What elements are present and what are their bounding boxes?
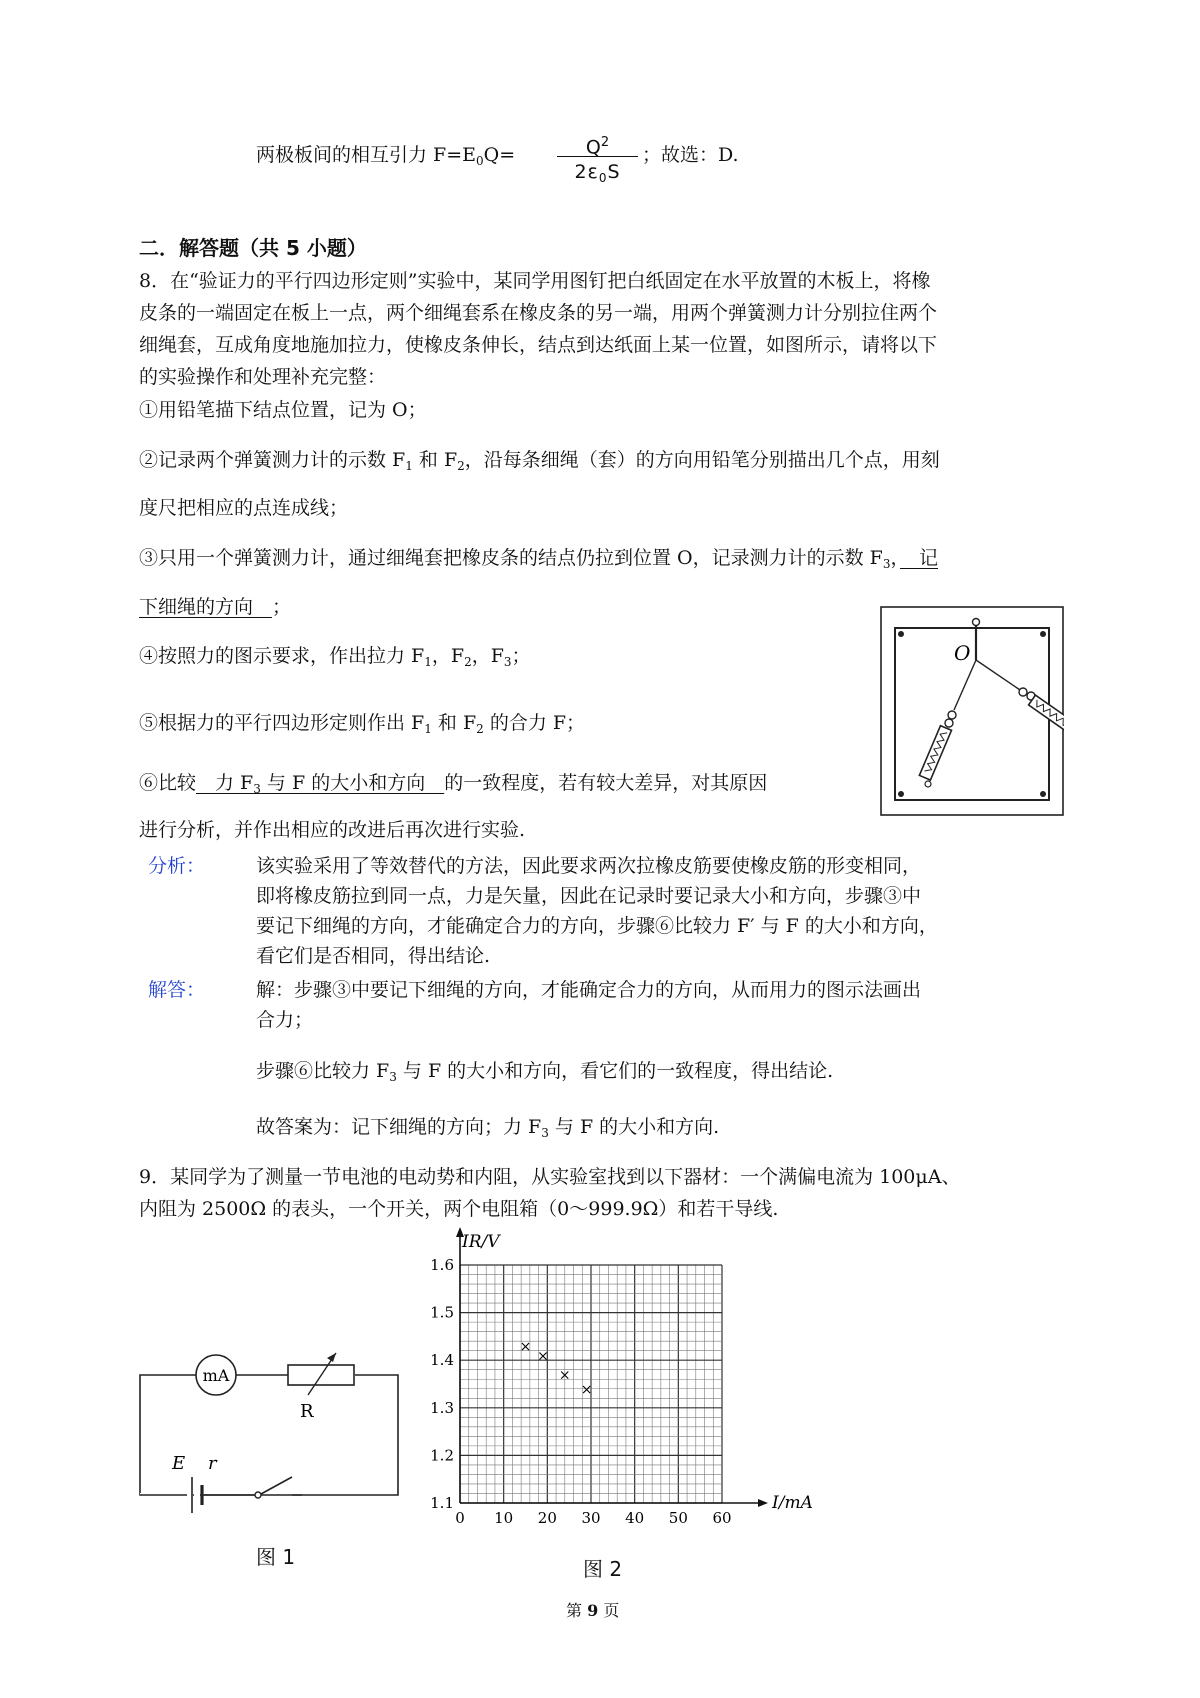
data-point: × — [580, 1381, 593, 1398]
paper-inner — [895, 628, 1049, 800]
page-footer: 第 9 页 — [566, 1601, 620, 1620]
ir-i-chart — [420, 1225, 820, 1545]
x-tick-label: 10 — [494, 1509, 514, 1527]
formula-suffix: ；故选：D. — [642, 144, 739, 166]
x-tick-label: 50 — [668, 1509, 688, 1527]
knot-label: O — [954, 641, 971, 665]
analysis-line: 该实验采用了等效替代的方法，因此要求两次拉橡皮筋要使橡皮筋的形变相同， — [256, 855, 922, 877]
ammeter-label: mA — [202, 1366, 230, 1385]
y-axis-label: IR/V — [462, 1232, 500, 1252]
q8-step3: ③只用一个弹簧测力计，通过细绳套把橡皮条的结点仍拉到位置 O，记录测力计的示数 $F_3$， 记 — [139, 547, 939, 571]
x-tick-label: 20 — [537, 1509, 557, 1527]
formula-line: 两极板间的相互引力 $F=E_0Q=$ — [256, 144, 516, 168]
circuit-diagram — [130, 1345, 410, 1525]
data-point: × — [537, 1348, 549, 1365]
data-point: × — [519, 1338, 532, 1355]
q8-step6: ⑥比较 力 $F_3$ 与 F 的大小和方向 的一致程度，若有较大差异，对其原因 — [139, 772, 768, 796]
q8-intro-line: 8．在“验证力的平行四边形定则”实验中，某同学用图钉把白纸固定在水平放置的木板上，将橡 — [139, 270, 931, 292]
answer-line: 合力； — [256, 1009, 314, 1031]
answer-blank: 力 $F_3$ 与 F 的大小和方向 — [196, 772, 445, 796]
section-heading: 二．解答题（共 5 小题） — [139, 236, 367, 260]
x-axis-arrow-icon — [758, 1499, 768, 1507]
y-tick-label: 1.4 — [430, 1351, 454, 1370]
x-tick-label: 0 — [455, 1509, 465, 1527]
figure-1-caption: 图 1 — [256, 1545, 296, 1569]
switch-icon — [255, 1492, 261, 1498]
x-axis-label: I/mA — [772, 1493, 813, 1513]
pin-icon — [898, 791, 904, 797]
q8-step4: ④按照力的图示要求，作出拉力 $F_1$，$F_2$，$F_3$； — [139, 645, 531, 669]
analysis-label: 分析： — [148, 855, 206, 877]
q8-step5: ⑤根据力的平行四边形定则作出 $F_1$ 和 $F_2$ 的合力 F； — [139, 712, 586, 736]
formula-prefix: 两极板间的相互引力 F=E — [256, 144, 477, 166]
force-table-figure — [880, 606, 1064, 816]
q9-line: 内阻为 2500Ω 的表头，一个开关，两个电阻箱（0～999.9Ω）和若干导线. — [139, 1198, 779, 1220]
y-tick-label: 1.6 — [430, 1256, 454, 1274]
analysis-line: 要记下细绳的方向，才能确定合力的方向，步骤⑥比较力 F′ 与 F 的大小和方向， — [256, 915, 938, 937]
page-number: 9 — [587, 1601, 599, 1620]
string-left — [954, 660, 976, 710]
pin-icon — [1040, 791, 1046, 797]
q8-step2-cont: 度尺把相应的点连成线； — [139, 497, 349, 519]
anchor-pin-icon — [973, 619, 980, 626]
q8-intro-line: 细绳套，互成角度地施加拉力，使橡皮条伸长，结点到达纸面上某一位置，如图所示，请将以下 — [139, 334, 938, 356]
resistor-label: R — [300, 1401, 314, 1422]
string-right — [976, 660, 1020, 690]
analysis-line: 即将橡皮筋拉到同一点，力是矢量，因此在记录时要记录大小和方向，步骤③中 — [256, 885, 922, 907]
y-tick-label: 1.1 — [430, 1494, 454, 1512]
q8-intro-line: 的实验操作和处理补充完整： — [139, 366, 387, 388]
figure-2-caption: 图 2 — [583, 1557, 623, 1581]
y-tick-label: 1.3 — [430, 1398, 454, 1417]
x-tick-label: 60 — [712, 1509, 732, 1527]
answer-line: 步骤⑥比较力 $F_3$ 与 F 的大小和方向，看它们的一致程度，得出结论. — [256, 1060, 834, 1084]
answer-line: 解：步骤③中要记下细绳的方向，才能确定合力的方向，从而用力的图示法画出 — [256, 979, 922, 1001]
answer-conclusion: 故答案为：记下细绳的方向；力 $F_3$ 与 F 的大小和方向. — [256, 1116, 720, 1140]
data-point: × — [558, 1367, 571, 1384]
answer-blank: 下细绳的方向 — [139, 596, 273, 618]
circuit-wire — [335, 1375, 398, 1495]
analysis-line: 看它们是否相同，得出结论. — [256, 945, 491, 967]
q8-step1: ①用铅笔描下结点位置，记为 O； — [139, 399, 427, 421]
answer-blank: 记 — [900, 547, 939, 569]
emf-label: E — [172, 1453, 186, 1474]
x-tick-label: 40 — [625, 1509, 645, 1527]
pin-icon — [1040, 631, 1046, 637]
y-tick-label: 1.2 — [430, 1446, 454, 1465]
spring-scale-right — [1029, 695, 1064, 738]
q8-step2: ②记录两个弹簧测力计的示数 $F_1$ 和 $F_2$，沿每条细绳（套）的方向用铅笔分别描出几个点，用刻 — [139, 449, 940, 473]
formula-fraction: $Q^2$ $2\varepsilon_0S$ — [555, 124, 640, 187]
spring-scale-left — [919, 726, 951, 780]
q8-intro-line: 皮条的一端固定在板上一点，两个细绳套系在橡皮条的另一端，用两个弹簧测力计分别拉住两个 — [139, 302, 938, 324]
q8-step3-cont: 下细绳的方向 ； — [139, 596, 292, 618]
internal-resistance-label: r — [208, 1453, 217, 1474]
board-outer — [881, 607, 1063, 815]
q9-line: 9．某同学为了测量一节电池的电动势和内阻，从实验室找到以下器材：一个满偏电流为 100μA、 — [139, 1166, 961, 1188]
q8-step6-cont: 进行分析，并作出相应的改进后再次进行实验. — [139, 819, 526, 841]
y-tick-label: 1.5 — [430, 1303, 454, 1322]
x-tick-label: 30 — [581, 1509, 601, 1527]
answer-label: 解答： — [148, 979, 206, 1001]
pin-icon — [898, 631, 904, 637]
